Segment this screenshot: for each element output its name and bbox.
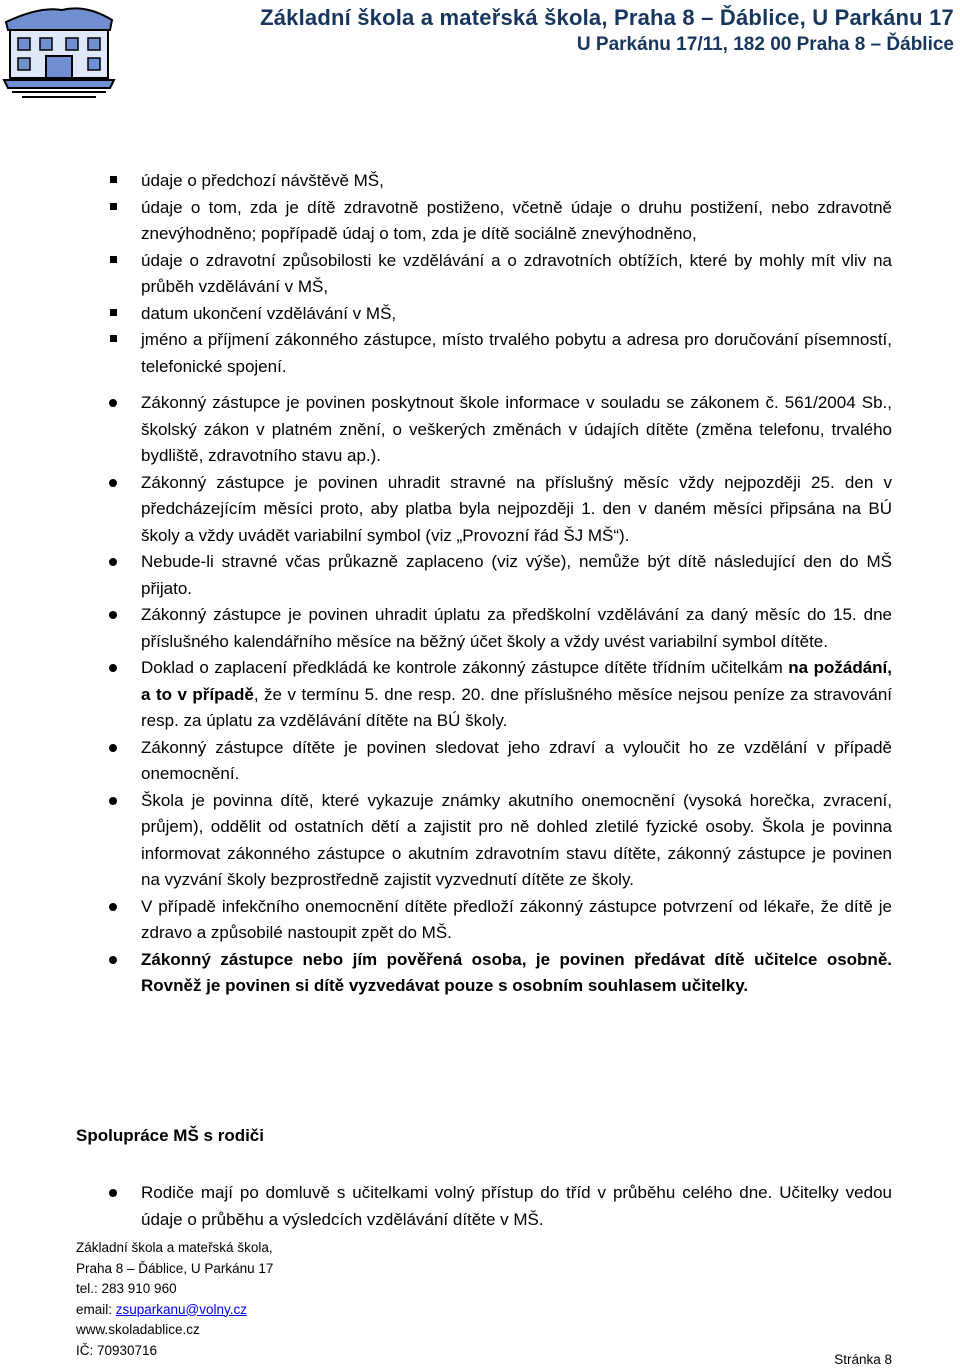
header-school-name: Základní škola a mateřská škola, Praha 8 – Ďáblice, U Parkánu 17 xyxy=(260,5,954,30)
list-item xyxy=(108,655,892,735)
list-item: Zákonný zástupce je povinen poskytnout škole informace v souladu se zákonem č. 561/2004 Sb., školský zákon v platném znění, o veškerých změnách v údajích dítěte (změna telefonu, trvalého bydliště, zdravotního stavu ap.). xyxy=(108,390,892,470)
footer-ico: IČ: 70930716 xyxy=(76,1342,158,1358)
header-address: U Parkánu 17/11, 182 00 Praha 8 – Ďáblice xyxy=(576,34,954,55)
footer-line: Základní škola a mateřská škola, xyxy=(76,1240,273,1255)
footer-web: www.skoladablice.cz xyxy=(76,1322,200,1337)
list-item: Rodiče mají po domluvě s učitelkami volný přístup do tříd v průběhu celého dne. Učitelky vedou údaje o průběhu a výsledcích vzdělávání dítěte v MŠ. xyxy=(108,1180,892,1233)
bullet-list xyxy=(108,390,892,1000)
list-item: Zákonný zástupce je povinen uhradit stravné na příslušný měsíc vždy nejpozději 25. den v předcházejícím měsíci proto, aby platba byla nejpozději 1. den v daném měsíci připsána na BÚ školy a vždy uvádět variabilní symbol (viz „Provozní řád ŠJ MŠ“). xyxy=(108,470,892,550)
list-item: údaje o předchozí návštěvě MŠ, xyxy=(108,168,892,195)
page-number: Stránka 8 xyxy=(834,1352,892,1367)
text-run: Doklad o zaplacení předkládá ke kontrole zákonný zástupce dítěte třídním učitelkám xyxy=(141,658,789,677)
footer-line: Praha 8 – Ďáblice, U Parkánu 17 xyxy=(76,1260,274,1276)
coop-section xyxy=(108,1180,892,1233)
list-item: V případě infekčního onemocnění dítěte předloží zákonný zástupce potvrzení od lékaře, že dítě je zdravo a způsobilé nastoupit zpět do MŠ. xyxy=(108,894,892,947)
list-item: údaje o tom, zda je dítě zdravotně postiženo, včetně údaje o druhu postižení, nebo zdravotně znevýhodněno; popřípadě údaj o tom, zda je dítě sociálně znevýhodněno, xyxy=(108,195,892,248)
list-item: Škola je povinna dítě, které vykazuje známky akutního onemocnění (vysoká horečka, zvracení, průjem), oddělit od ostatních dětí a zajistit pro ně dohled zletilé fyzické osoby. Škola je povinna informovat zákonného zástupce o akutním zdravotním stavu dítěte, zákonný zástupce je povinen na vyzvání školy bezprostředně zajistit vyzvednutí dítěte ze školy. xyxy=(108,788,892,894)
email-label: email: xyxy=(76,1301,116,1317)
bold-text: na požádání, a to v případě xyxy=(141,658,892,704)
footer-phone: tel.: 283 910 960 xyxy=(76,1281,177,1296)
list-item: Nebude-li stravné včas průkazně zaplaceno (viz výše), nemůže být dítě následující den do MŠ přijato. xyxy=(108,549,892,602)
list-item: datum ukončení vzdělávání v MŠ, xyxy=(108,301,892,328)
list-item: Zákonný zástupce nebo jím pověřená osoba, je povinen předávat dítě učitelce osobně. Rovněž je povinen si dítě vyzvedávat pouze s osobním souhlasem učitelky. xyxy=(108,947,892,1000)
footer xyxy=(76,1238,273,1361)
footer-email xyxy=(76,1300,273,1321)
list-item: jméno a příjmení zákonného zástupce, místo trvalého pobytu a adresa pro doručování písemností, telefonické spojení. xyxy=(108,327,892,380)
list-item: Zákonný zástupce je povinen uhradit úplatu za předškolní vzdělávání za daný měsíc do 15. dne příslušného kalendářního měsíce na běžný účet školy a vždy uvést variabilní symbol dítěte. xyxy=(108,602,892,655)
main-content xyxy=(108,168,892,1000)
school-building-icon xyxy=(0,0,118,108)
email-link[interactable]: zsuparkanu@volny.cz xyxy=(115,1301,248,1317)
list-item: Zákonný zástupce dítěte je povinen sledovat jeho zdraví a vyloučit ho ze vzdělání v případě onemocnění. xyxy=(108,735,892,788)
text-run: , že v termínu 5. dne resp. 20. dne příslušného měsíce nejsou peníze za stravování resp. za úplatu za vzdělávání dítěte na BÚ školy. xyxy=(141,684,892,730)
list-item: údaje o zdravotní způsobilosti ke vzdělávání a o zdravotních obtížích, které by mohly mít vliv na průběh vzdělávání v MŠ, xyxy=(108,248,892,301)
section-title: Spolupráce MŠ s rodiči xyxy=(76,1126,264,1145)
square-list xyxy=(108,168,892,380)
